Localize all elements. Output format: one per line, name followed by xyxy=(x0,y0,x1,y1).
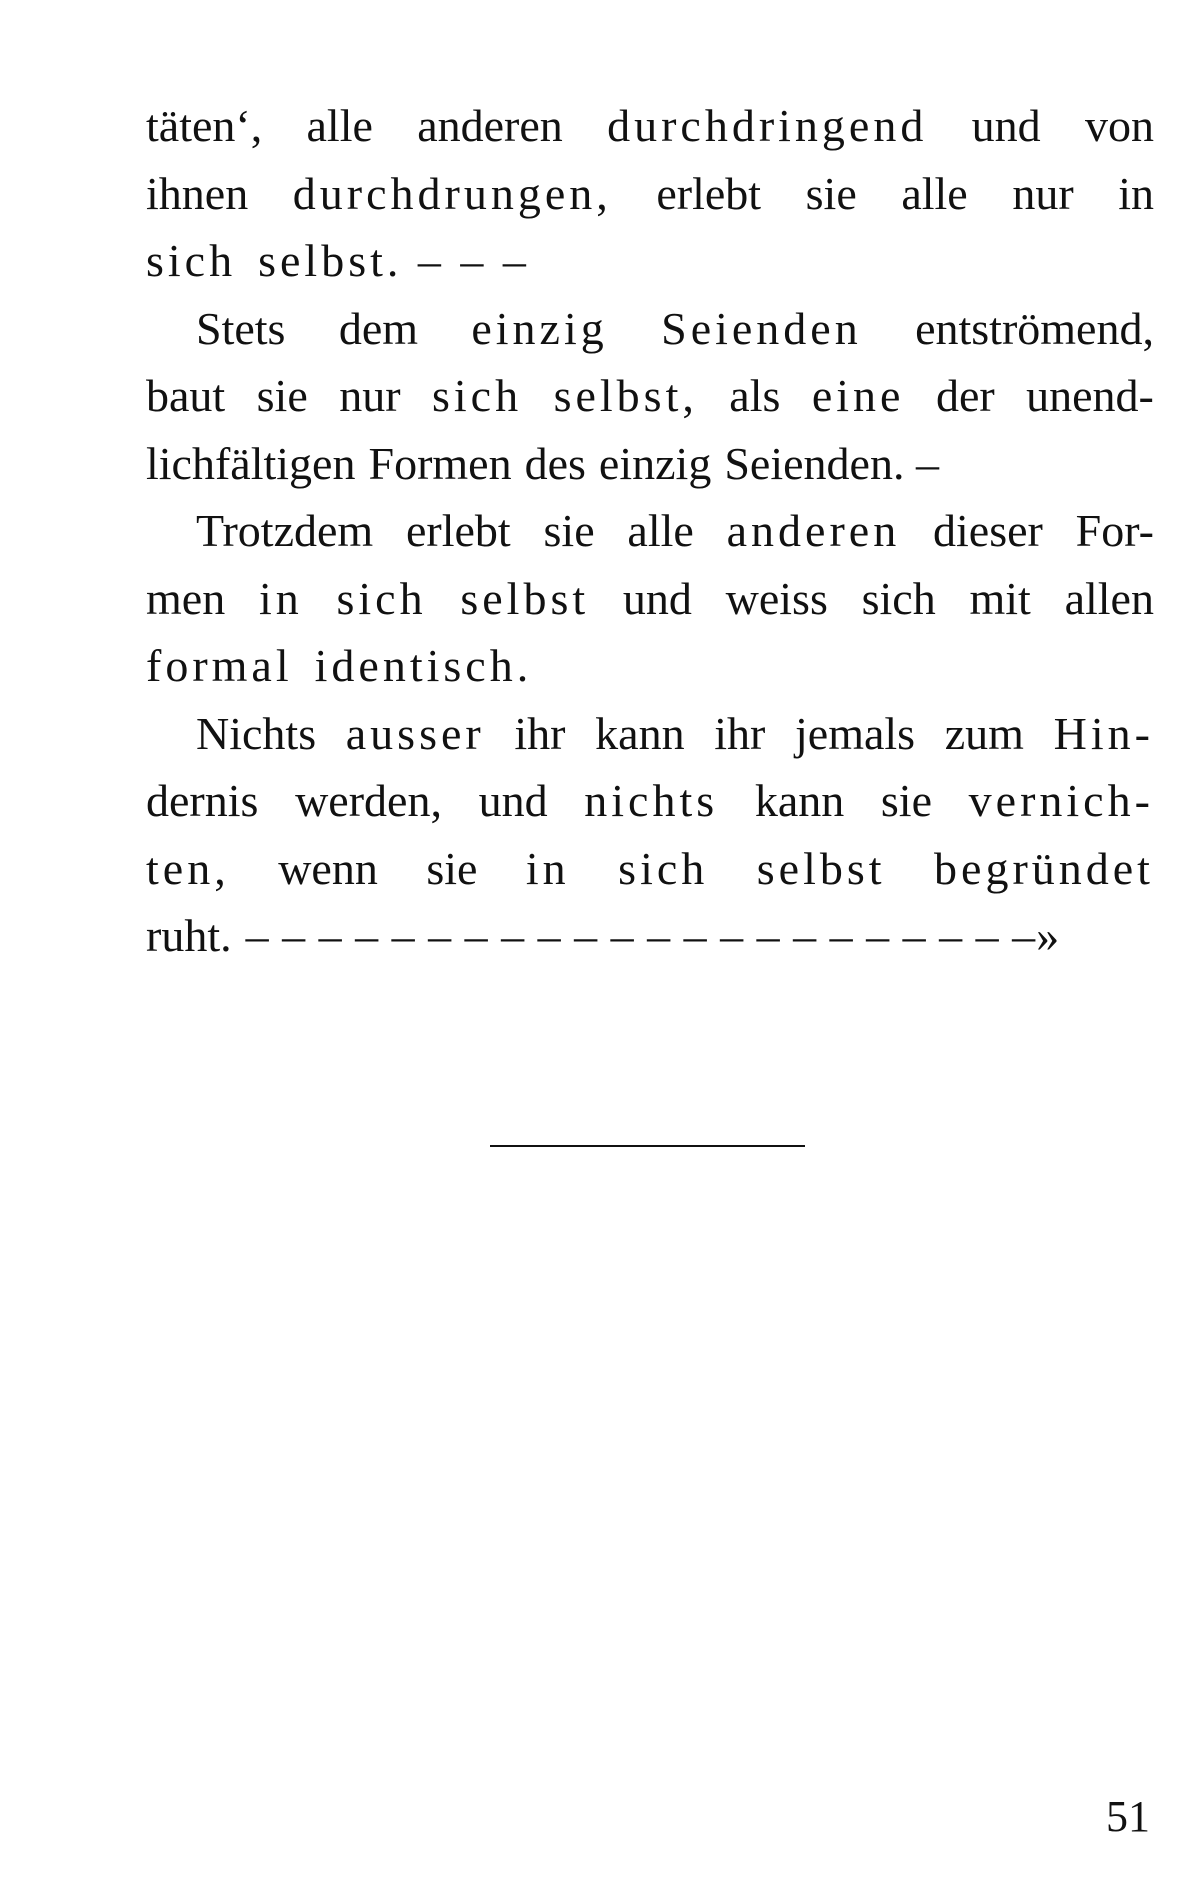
word: men xyxy=(146,572,226,624)
word: Nichts xyxy=(196,707,317,759)
word: dem xyxy=(338,302,419,354)
word: durchdringend xyxy=(607,100,928,151)
word: ausser xyxy=(345,707,485,759)
word: begründet xyxy=(934,842,1154,894)
word: nichts xyxy=(584,775,719,826)
word: unend- xyxy=(1026,370,1154,421)
text-line xyxy=(146,227,1154,295)
word: in xyxy=(525,842,570,894)
word: sich xyxy=(861,572,936,624)
word: kann xyxy=(754,775,845,826)
word: einzig xyxy=(598,437,712,489)
word: selbst. – – – xyxy=(258,235,530,286)
word: dieser xyxy=(933,505,1043,556)
word: baut xyxy=(146,370,226,421)
text-line xyxy=(146,632,1154,700)
word: einzig xyxy=(471,302,608,354)
text-line xyxy=(146,295,1154,363)
word: der xyxy=(935,370,995,421)
word: und xyxy=(478,775,548,826)
text-line xyxy=(146,835,1154,903)
word: ihnen xyxy=(146,167,249,219)
word: sie xyxy=(543,505,595,556)
word: wenn xyxy=(278,842,378,894)
word: For- xyxy=(1075,505,1154,556)
word: sich xyxy=(336,572,427,624)
word: sie xyxy=(256,370,308,421)
word: und xyxy=(622,572,692,624)
word: alle xyxy=(306,100,373,151)
word: vernich- xyxy=(968,775,1154,826)
text-line xyxy=(146,902,1154,970)
word: formal xyxy=(146,640,293,691)
word: alle xyxy=(901,167,968,219)
word: jemals xyxy=(795,707,916,759)
word: zum xyxy=(944,707,1024,759)
text-line xyxy=(146,92,1154,160)
word: nur xyxy=(1012,167,1074,219)
word: sie xyxy=(805,167,857,219)
word: lichfältigen xyxy=(146,437,356,489)
word: nur xyxy=(339,370,401,421)
word: weiss xyxy=(725,572,828,624)
section-divider xyxy=(490,1145,805,1147)
word: anderen xyxy=(417,100,563,151)
word: entströmend, xyxy=(915,302,1154,354)
text-line xyxy=(146,160,1154,228)
text-line xyxy=(146,497,1154,565)
word: in xyxy=(1118,167,1154,219)
word: Hin- xyxy=(1053,707,1154,759)
word: Seienden xyxy=(661,302,862,354)
word: Seienden. – xyxy=(724,437,939,489)
word: Trotzdem xyxy=(196,505,374,556)
page-number: 51 xyxy=(1106,1792,1150,1841)
word: sich xyxy=(432,370,523,421)
word: durchdrungen, xyxy=(292,167,612,219)
word: dernis xyxy=(146,775,259,826)
word: täten‘, xyxy=(146,100,263,151)
word: in xyxy=(258,572,303,624)
dash-leader: – – – – – – – – – – – – – – – – – – – – – –» xyxy=(245,910,1061,961)
word: anderen xyxy=(726,505,901,556)
word: des xyxy=(524,437,586,489)
text-line xyxy=(146,767,1154,835)
text-line xyxy=(146,700,1154,768)
word: erlebt xyxy=(406,505,511,556)
word: werden, xyxy=(295,775,442,826)
text-line xyxy=(146,362,1154,430)
word: und xyxy=(971,100,1041,151)
word: alle xyxy=(627,505,694,556)
word: sich xyxy=(146,235,237,286)
word: mit xyxy=(969,572,1031,624)
word: erlebt xyxy=(656,167,762,219)
word: identisch. xyxy=(314,640,533,691)
word: kann xyxy=(595,707,685,759)
body-text xyxy=(146,92,1154,970)
word: ruht. xyxy=(146,910,232,961)
text-line xyxy=(146,565,1154,633)
word: selbst xyxy=(756,842,886,894)
word: als xyxy=(729,370,781,421)
word: eine xyxy=(811,370,905,421)
word: selbst xyxy=(460,572,590,624)
word: allen xyxy=(1064,572,1154,624)
word: von xyxy=(1084,100,1154,151)
word: sie xyxy=(426,842,478,894)
word: sich xyxy=(618,842,709,894)
text-line xyxy=(146,430,1154,498)
word: sie xyxy=(880,775,932,826)
word: Formen xyxy=(368,437,512,489)
word: ihr xyxy=(714,707,766,759)
word: Stets xyxy=(196,302,286,354)
word: selbst, xyxy=(553,370,698,421)
word: ten, xyxy=(146,842,230,894)
word: ihr xyxy=(514,707,566,759)
